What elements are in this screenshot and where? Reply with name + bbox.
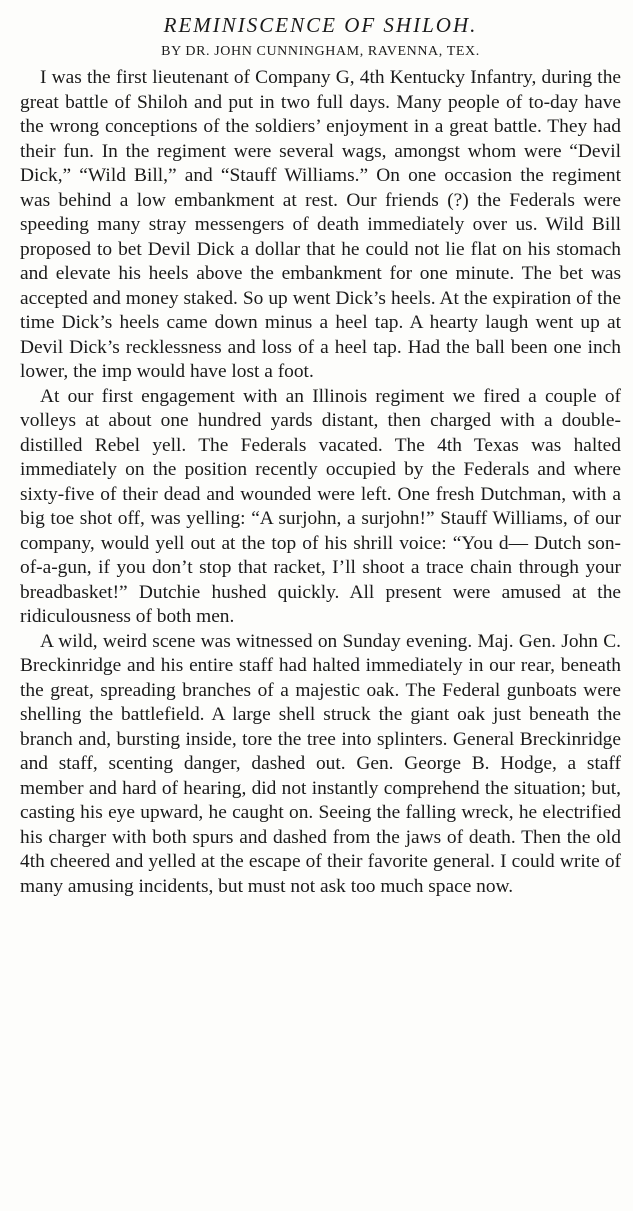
article-title: REMINISCENCE OF SHILOH.	[163, 13, 478, 37]
article-paragraph: A wild, weird scene was witnessed on Sunday evening. Maj. Gen. John C. Breckinridge and his entire staff had halted immediately in our rear, beneath the great, spreading branches of a majestic oak. The Federal gunboats were shelling the battlefield. A large shell struck the giant oak just beneath the branch and, bursting inside, tore the tree into splinters. General Breckinridge and staff, scenting danger, dashed out. Gen. George B. Hodge, a staff member and hard of hearing, did not instantly comprehend the situation; but, casting his eye upward, he caught on. Seeing the falling wreck, he electrified his charger with both spurs and dashed from the jaws of death. Then the old 4th cheered and yelled at the escape of their favorite general. I could write of many amusing incidents, but must not ask too much space now.	[20, 630, 621, 897]
article-paragraph: I was the first lieutenant of Company G, 4th Kentucky Infantry, during the great battle of Shiloh and put in two full days. Many people of to-day have the wrong conceptions of the soldiers’ enjoyment in a great battle. They had their fun. In the regiment were several wags, amongst whom were “Devil Dick,” “Wild Bill,” and “Stauff Williams.” On one occasion the regiment was behind a low embankment at rest. Our friends (?) the Federals were speeding many stray messengers of death immediately over us. Wild Bill proposed to bet Devil Dick a dollar that he could not lie flat on his stomach and elevate his heels above the embankment for one minute. The bet was accepted and money staked. So up went Dick’s heels. At the expiration of the time Dick’s heels came down minus a heel tap. A hearty laugh went up at Devil Dick’s recklessness and loss of a heel tap. Had the ball been one inch lower, the imp would have lost a foot.	[20, 67, 621, 382]
article-byline: BY DR. JOHN CUNNINGHAM, RAVENNA, TEX.	[161, 44, 480, 59]
article-body	[20, 66, 621, 899]
article-paragraph: At our first engagement with an Illinois regiment we fired a couple of volleys at about one hundred yards distant, then charged with a double-distilled Rebel yell. The Federals vacated. The 4th Texas was halted immediately on the position recently occupied by the Federals and where sixty-five of their dead and wounded were left. One fresh Dutchman, with a big toe shot off, was yelling: “A surjohn, a surjohn!” Stauff Williams, of our company, would yell out at the top of his shrill voice: “You d— Dutch son-of-a-gun, if you don’t stop that racket, I’ll shoot a trace chain through your breadbasket!” Dutchie hushed quickly. All present were amused at the ridiculousness of both men.	[20, 385, 621, 627]
